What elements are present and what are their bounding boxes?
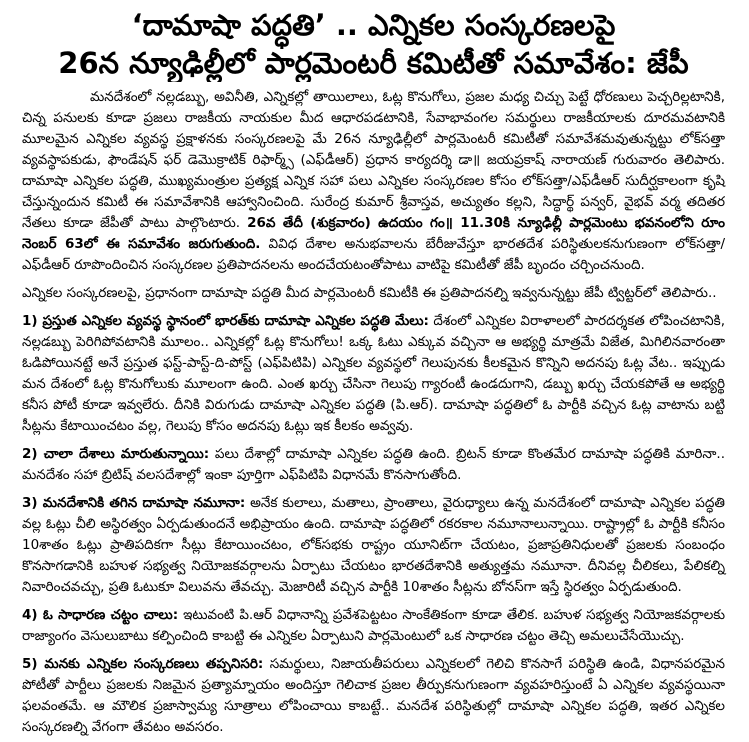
point-3-paragraph (22, 493, 725, 598)
point-5-heading: 5) మనకు ఎన్నికల సంస్కరణలు తప్పనిసరి: (22, 656, 264, 672)
point-2-heading: 2) చాలా దేశాలు మారుతున్నాయి: (22, 446, 210, 462)
intro-text-after: వివిధ దేశాల అనుభవాలను బేరీజువేస్తూ భారతదేశ పరిస్థితులకనుగుణంగా లోక్‌సత్తా/ఎఫ్‌డీఆర్ రూపొందించిన సంస్కరణల ప్రతిపాదనలను అందచేయటంతోపాటు వాటిపై కమిటీతో జేపీ బృందం చర్చించనుంది. (22, 236, 725, 273)
point-1-heading: 1) ప్రస్తుత ఎన్నికల వ్యవస్థ స్థానంలో భారత్‌కు దామాషా ఎన్నికల పద్ధతి మేలు: (22, 313, 429, 329)
point-4-heading: 4) ఓ సాధారణ చట్టం చాలు: (22, 607, 179, 623)
point-1-paragraph (22, 311, 725, 437)
twitter-note: ఎన్నికల సంస్కరణలపై, ప్రధానంగా దామాషా పద్ధతి మీద పార్లమెంటరీ కమిటీకి ఈ ప్రతిపాదనల్ని ఇవ్వనున్నట్టు జేపీ ట్విట్టర్‌లో తెలిపారు.. (22, 285, 717, 301)
twitter-note-paragraph (22, 283, 725, 304)
point-4-paragraph (22, 605, 725, 647)
headline (22, 0, 725, 82)
intro-paragraph (22, 87, 725, 276)
point-5-paragraph (22, 654, 725, 738)
point-2-text: పలు దేశాల్లో దామాషా ఎన్నికల పద్ధతి ఉంది. బ్రిటన్ కూడా కొంతమేర దామాషా పద్ధతికి మారినా.. మనదేశం సహా బ్రిటిష్ వలసదేశాల్లో ఇంకా పూర్తిగా ఎఫ్‌పిటిపి విధానమే కొనసాగుతోంది. (22, 446, 726, 483)
point-3-text: అనేక కులాలు, మతాలు, ప్రాంతాలు, వైరుధ్యాలు ఉన్న మనదేశంలో దామాషా ఎన్నికల పద్ధతి వల్ల ఓట్లు చీలి అస్థిరత్వం ఏర్పడుతుందనే అభిప్రాయం ఉంది. దామాషా పద్ధతిలో రకరకాల నమూనాలున్నాయి. రాష్ట్రాల్లో ఓ పార్టీకి కనీసం 10శాతం ఓట్లు ప్రాతిపదికగా సీట్లు కేటాయించటం, లోక్‌సభకు రాష్ట్రం యూనిట్‌గా చేయటం, ప్రజాప్రతినిధులతో ప్రజలకు సంబంధం కొనసాగడానికి బహుళ సభ్యత్వ నియోజకవర్గాలను ఏర్పాటు చేయటం భారతదేశానికి అత్యుత్తమ నమూనా. దీనివల్ల చీలికలు, పేలికల్ని నివారించవచ్చు, ప్రతి ఓటుకూ విలువను తేవచ్చు. మెజారిటీ వచ్చిన పార్టీకి 10శాతం సీట్లను బోనస్‌గా ఇస్తే స్థిరత్వం ఏర్పడుతుంది. (22, 495, 725, 595)
article-body (22, 87, 725, 738)
point-5-text: సమర్థులు, నిజాయతీపరులు ఎన్నికలలో గెలిచి కొనసాగే పరిస్థితి ఉండి, విధానపరమైన పోటీతో పార్టీలు ప్రజలకు నిజమైన ప్రత్యామ్నాయం అందిస్తూ గెలిచాక ప్రజల తీర్పుకనుగుణంగా వ్యవహరిస్తుంటే ఏ ఎన్నికల వ్యవస్థయినా ఫలవంతమే. ఆ మౌలిక ప్రజాస్వామ్య సూత్రాలు లోపించాయి కాబట్టే.. మనదేశ పరిస్థితుల్లో దామాషా ఎన్నికల పద్ధతి, ఇతర ఎన్నికల సంస్కరణల్ని వేగంగా తేవటం అవసరం. (22, 656, 725, 735)
headline-line-2: 26న న్యూఢిల్లీలో పార్లమెంటరీ కమిటీతో సమావేశం: జేపీ (58, 46, 689, 80)
meeting-details: 26వ తేదీ (శుక్రవారం) ఉదయం గం॥ 11.30కి న్యూఢిల్లీ పార్లమెంటు భవనంలోని రూం నెంబర్ 63లో ఈ సమావేశం జరుగుతుంది. (22, 215, 725, 252)
point-3-heading: 3) మనదేశానికి తగిన దామాషా నమూనా: (22, 495, 246, 511)
point-4-text: ఇటువంటి పి.ఆర్ విధానాన్ని ప్రవేశపెట్టటం సాంకేతికంగా కూడా తేలిక. బహుళ సభ్యత్వ నియోజకవర్గాలకు రాజ్యాంగం వెసులుబాటు కల్పించింది కాబట్టి ఈ ఎన్నికల ఏర్పాటుని పార్లమెంటులో ఒక సాధారణ చట్టం తెచ్చి అమలుచేసేయొచ్చు. (22, 607, 725, 644)
headline-line-1: ‘దామాషా పద్ధతి’ .. ఎన్నికల సంస్కరణలపై (131, 8, 616, 42)
point-1-text: దేశంలో ఎన్నికల విరాళాలలో పారదర్శకత లోపించటానికి, నల్లడబ్బు పెరిగిపోవటానికి మూలం.. ఎన్నికల్లో ఓట్ల కొనుగోలు! ఒక్క ఓటు ఎక్కువ వచ్చినా ఆ అభ్యర్థి మాత్రమే విజేత, మిగిలినవారంతా ఓడిపోయినట్టే అనే ప్రస్తుత ఫస్ట్-పాస్ట్-ది-పోస్ట్ (ఎఫ్‌పిటిపి) ఎన్నికల వ్యవస్థలో గెలుపునకు కీలకమైన కొన్నిని అదనపు ఓట్ల వేట.. ఇప్పుడు మన దేశంలో ఓట్ల కొనుగోలుకు మూలంగా ఉంది. ఎంత ఖర్చు చేసినా గెలుపు గ్యారంటీ ఉండదుగాని, డబ్బు ఖర్చు చేయకపోతే ఆ అభ్యర్థి కనీస పోటీ కూడా ఇవ్వలేరు. దీనికి విరుగుడు దామాషా ఎన్నికల పద్ధతి (పి.ఆర్). దామాషా పద్ధతిలో ఓ పార్టీకి వచ్చిన ఓట్ల వాటాను బట్టి సీట్లను కేటాయించటం వల్ల, గెలుపు కోసం అదనపు ఓట్లు ఇక కీలకం అవ్వవు. (22, 313, 726, 434)
intro-text-before: మనదేశంలో నల్లడబ్బు, అవినీతి, ఎన్నికల్లో తాయిలాలు, ఓట్ల కొనుగోలు, ప్రజల మధ్య చిచ్చు పెట్టే ధోరణులు పెచ్చరిల్లటానికి, చిన్న పనులకు కూడా ప్రజలు రాజకీయ నాయకుల మీద ఆధారపడటానికి, సేవాభావంగల సమర్థులు రాజకీయాలకు దూరమవటానికి మూలమైన ఎన్నికల వ్యవస్థ ప్రక్షాళనకు సంస్కరణలపై మే 26న న్యూఢిల్లీలో పార్లమెంటరీ కమిటీతో సమావేశమవుతున్నట్టు లోక్‌సత్తా వ్యవస్థాపకుడు, ఫౌండేషన్ ఫర్ డెమొక్రాటిక్ రిఫార్మ్స్ (ఎఫ్‌డీఆర్) ప్రధాన కార్యదర్శి డా॥ జయప్రకాష్ నారాయణ్ గురువారం తెలిపారు. దామాషా ఎన్నికల పద్ధతి, ముఖ్యమంత్రుల ప్రత్యక్ష ఎన్నిక సహా పలు ఎన్నికల సంస్కరణల కోసం లోక్‌సత్తా/ఎఫ్‌డీఆర్ సుదీర్ఘకాలంగా కృషి చేస్తున్నందున కమిటీ ఈ సమావేశానికి ఆహ్వానించింది. సురేంద్ర కుమార్ శ్రీవాస్తవ, అచ్యుతం కల్లని, సిద్ధార్థ్ పన్వర్, వైభవ్ వర్మ తదితర నేతలు కూడా జేపీతో పాటు పాల్గొంటారు. (22, 89, 725, 231)
point-2-paragraph (22, 444, 725, 486)
